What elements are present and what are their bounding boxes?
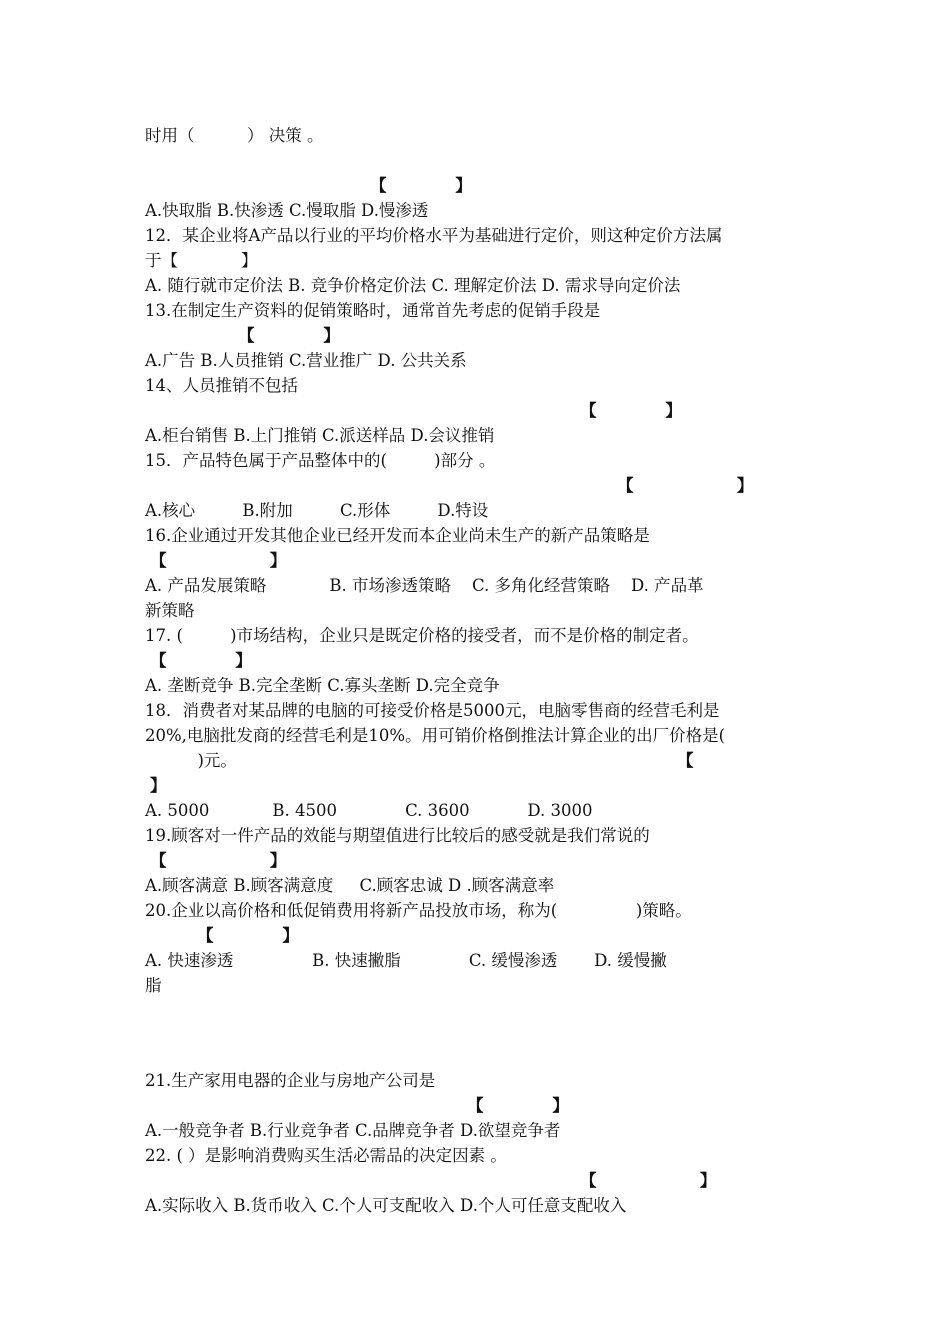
question-18-stem: 18．消费者对某品牌的电脑的可接受价格是5000元，电脑零售商的经营毛利是 <box>145 701 720 720</box>
question-12-options: A. 随行就市定价法 B. 竞争价格定价法 C. 理解定价法 D. 需求导向定价法 <box>145 276 681 295</box>
question-14-options: A.柜台销售 B.上门推销 C.派送样品 D.会议推销 <box>145 426 495 445</box>
question-13-stem: 13.在制定生产资料的促销策略时，通常首先考虑的促销手段是 <box>145 301 601 320</box>
answer-bracket: 【 】 <box>580 401 682 420</box>
answer-bracket: 【 】 <box>238 326 340 345</box>
question-20-options-cont: 脂 <box>145 976 162 995</box>
question-18-options: A. 5000 B. 4500 C. 3600 D. 3000 <box>145 801 593 820</box>
answer-bracket-close: 】 <box>150 776 167 795</box>
question-19-stem: 19.顾客对一件产品的效能与期望值进行比较后的感受就是我们常说的 <box>145 826 650 845</box>
question-16-stem: 16.企业通过开发其他企业已经开发而本企业尚未生产的新产品策略是 <box>145 526 650 545</box>
question-18-stem-cont: 20%,电脑批发商的经营毛利是10%。用可销价格倒推法计算企业的出厂价格是( <box>145 726 726 745</box>
question-18-stem-end: )元。 <box>145 751 237 770</box>
answer-bracket: 【 】 <box>150 651 252 670</box>
question-15-options: A.核心 B.附加 C.形体 D.特设 <box>145 501 489 520</box>
question-13-options: A.广告 B.人员推销 C.营业推广 D. 公共关系 <box>145 351 467 370</box>
question-14-stem: 14、人员推销不包括 <box>145 376 298 395</box>
question-12-stem: 12．某企业将A产品以行业的平均价格水平为基础进行定价，则这种定价方法属 <box>145 226 723 245</box>
answer-bracket: 【 】 <box>150 851 287 870</box>
answer-bracket: 【 】 <box>467 1096 569 1115</box>
question-17-stem: 17. ( )市场结构，企业只是既定价格的接受者，而不是价格的制定者。 <box>145 626 699 645</box>
question-17-options: A. 垄断竞争 B.完全垄断 C.寡头垄断 D.完全竞争 <box>145 676 500 695</box>
question-15-stem: 15．产品特色属于产品整体中的( )部分 。 <box>145 451 496 470</box>
question-12-stem-cont: 于【 】 <box>145 251 258 270</box>
answer-bracket: 【 】 <box>197 926 299 945</box>
question-16-options-cont: 新策略 <box>145 601 195 620</box>
question-20-stem: 20.企业以高价格和低促销费用将新产品投放市场，称为( )策略。 <box>145 901 692 920</box>
question-21-stem: 21.生产家用电器的企业与房地产公司是 <box>145 1071 436 1090</box>
question-21-options: A.一般竞争者 B.行业竞争者 C.品牌竞争者 D.欲望竞争者 <box>145 1121 561 1140</box>
answer-bracket: 【 】 <box>370 176 472 195</box>
question-11-stem-end: 时用（ ） 决策 。 <box>145 126 324 145</box>
answer-bracket-open: 【 <box>677 751 694 770</box>
answer-bracket: 【 】 <box>617 476 754 495</box>
answer-bracket: 【 】 <box>580 1171 717 1190</box>
answer-bracket: 【 】 <box>150 551 287 570</box>
question-22-options: A.实际收入 B.货币收入 C.个人可支配收入 D.个人可任意支配收入 <box>145 1196 627 1215</box>
question-19-options: A.顾客满意 B.顾客满意度 C.顾客忠诚 D .顾客满意率 <box>145 876 555 895</box>
question-16-options: A. 产品发展策略 B. 市场渗透策略 C. 多角化经营策略 D. 产品革 <box>145 576 704 595</box>
question-20-options: A. 快速渗透 B. 快速撇脂 C. 缓慢渗透 D. 缓慢撇 <box>145 951 667 970</box>
question-22-stem: 22. ( ）是影响消费购买生活必需品的决定因素 。 <box>145 1146 507 1165</box>
question-11-options: A.快取脂 B.快渗透 C.慢取脂 D.慢渗透 <box>145 201 429 220</box>
